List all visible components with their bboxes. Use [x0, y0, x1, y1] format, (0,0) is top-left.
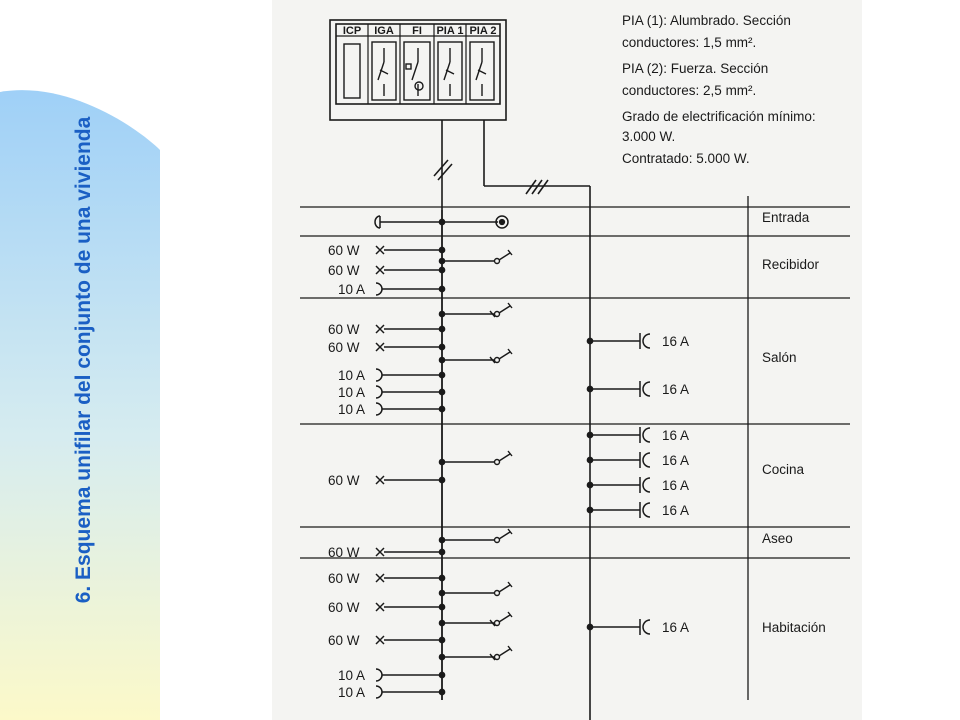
outlet-rating: 10 A	[338, 685, 366, 700]
outlet-rating: 10 A	[338, 282, 366, 297]
lamp-rating: 60 W	[328, 243, 360, 258]
junction-dot	[439, 389, 444, 394]
junction-dot	[439, 689, 444, 694]
note-line: conductores: 1,5 mm².	[622, 35, 757, 50]
junction-dot	[587, 624, 592, 629]
room-label-3: Cocina	[762, 462, 805, 477]
junction-dot	[439, 311, 444, 316]
note-line: Grado de electrificación mínimo:	[622, 109, 816, 124]
outlet-rating: 10 A	[338, 402, 366, 417]
junction-dot	[587, 457, 592, 462]
junction-dot	[439, 575, 444, 580]
junction-dot	[439, 637, 444, 642]
room-label-4: Aseo	[762, 531, 793, 546]
junction-dot	[439, 654, 444, 659]
junction-dot	[439, 357, 444, 362]
junction-dot	[439, 406, 444, 411]
lamp-rating: 60 W	[328, 263, 360, 278]
junction-dot	[587, 507, 592, 512]
junction-dot	[439, 477, 444, 482]
lamp-rating: 60 W	[328, 571, 360, 586]
note-line: Contratado: 5.000 W.	[622, 151, 750, 166]
junction-dot	[439, 537, 444, 542]
panel-device-label: ICP	[342, 25, 362, 37]
room-label-0: Entrada	[762, 210, 810, 225]
power-outlet-rating: 16 A	[662, 453, 690, 468]
room-label-2: Salón	[762, 350, 797, 365]
junction-dot	[439, 258, 444, 263]
power-outlet-rating: 16 A	[662, 620, 690, 635]
junction-dot	[587, 338, 592, 343]
lamp-rating: 60 W	[328, 473, 360, 488]
single-line-diagram	[272, 0, 862, 720]
junction-dot	[587, 386, 592, 391]
power-outlet-rating: 16 A	[662, 503, 690, 518]
junction-dot	[587, 482, 592, 487]
junction-dot	[439, 286, 444, 291]
lamp-rating: 60 W	[328, 600, 360, 615]
note-line: 3.000 W.	[622, 129, 676, 144]
junction-dot	[439, 459, 444, 464]
junction-dot	[439, 590, 444, 595]
outlet-rating: 10 A	[338, 385, 366, 400]
junction-dot	[439, 326, 444, 331]
junction-dot	[439, 372, 444, 377]
power-outlet-rating: 16 A	[662, 478, 690, 493]
junction-dot	[587, 432, 592, 437]
junction-dot	[439, 672, 444, 677]
lamp-rating: 60 W	[328, 633, 360, 648]
junction-dot	[439, 604, 444, 609]
diagram-canvas	[272, 0, 862, 720]
note-line: conductores: 2,5 mm².	[622, 83, 757, 98]
junction-dot	[439, 247, 444, 252]
outlet-rating: 10 A	[338, 668, 366, 683]
power-outlet-rating: 16 A	[662, 334, 690, 349]
lamp-rating: 60 W	[328, 545, 360, 560]
note-line: PIA (1): Alumbrado. Sección	[622, 13, 791, 28]
panel-device-label: IGA	[374, 25, 394, 37]
note-line: PIA (2): Fuerza. Sección	[622, 61, 769, 76]
lamp-rating: 60 W	[328, 340, 360, 355]
outlet-rating: 10 A	[338, 368, 366, 383]
junction-dot	[439, 267, 444, 272]
power-outlet-rating: 16 A	[662, 382, 690, 397]
lamp-rating: 60 W	[328, 322, 360, 337]
junction-dot	[439, 620, 444, 625]
slide-title: 6. Esquema unifilar del conjunto de una vivienda	[72, 116, 95, 604]
room-label-5: Habitación	[762, 620, 826, 635]
panel-device-label: PIA 2	[469, 25, 497, 37]
junction-dot	[439, 549, 444, 554]
panel-device-label: PIA 1	[436, 25, 464, 37]
panel-device-label: FI	[412, 25, 422, 37]
junction-dot	[439, 344, 444, 349]
room-label-1: Recibidor	[762, 257, 820, 272]
power-outlet-rating: 16 A	[662, 428, 690, 443]
